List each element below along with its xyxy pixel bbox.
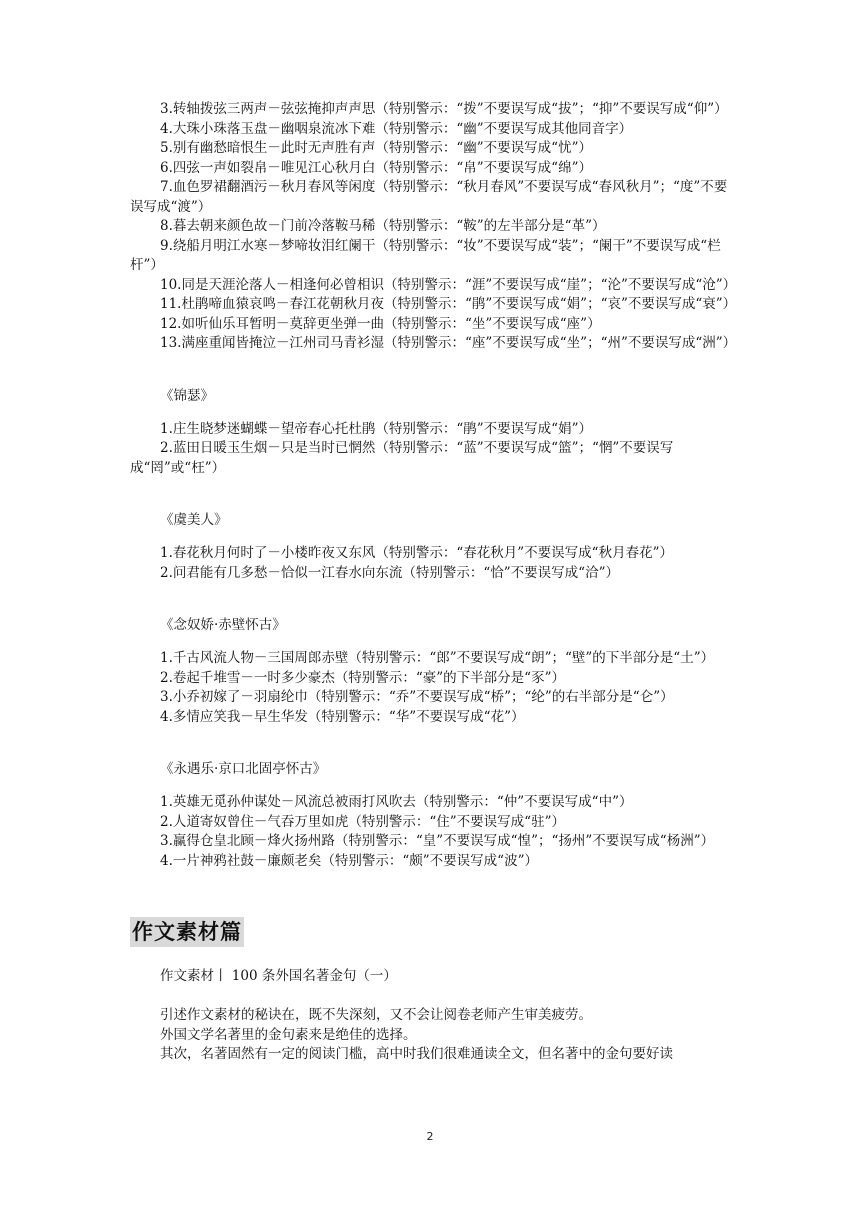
verse-line: 9.绕船月明江水寒－梦啼妆泪红阑干（特别警示：“妆”不要误写成“装”；“阑干”不要误写成“栏杆”）: [130, 237, 721, 273]
verse-line: 4.多情应笑我－早生华发（特别警示：“华”不要误写成“花”）: [160, 708, 525, 725]
verse-line: 3.转轴拨弦三两声－弦弦掩抑声声思（特别警示：“拨”不要误写成“拔”；“抑”不要误写成“仰”）: [160, 101, 728, 117]
pipa-xing-lines: [130, 100, 737, 354]
poem-yumeiren: [130, 511, 730, 583]
poem-title: 《永遇乐·京口北固亭怀古》: [160, 761, 327, 777]
verse-line: 2.人道寄奴曾住－气吞万里如虎（特别警示：“住”不要误写成“驻”）: [160, 813, 565, 830]
page-number: 2: [426, 1130, 434, 1143]
verse-line: 5.别有幽愁暗恨生－此时无声胜有声（特别警示：“幽”不要误写成“忧”）: [160, 140, 592, 156]
paragraph: 其次，名著固然有一定的阅读门槛，高中时我们很难通读全文，但名著中的金句要好读: [160, 1046, 673, 1062]
poem-title: 《虞美人》: [160, 512, 228, 528]
verse-line: 11.杜鹃啼血猿哀鸣－春江花朝秋月夜（特别警示：“鹃”不要误写成“娟”；“哀”不要误写成“衰”）: [160, 296, 737, 312]
poem-yongyule: [130, 760, 730, 871]
verse-line: 6.四弦一声如裂帛－唯见江心秋月白（特别警示：“帛”不要误写成“绵”）: [160, 159, 592, 176]
poem-jinse: [130, 387, 730, 479]
verse-line: 10.同是天涯沦落人－相逢何必曾相识（特别警示：“涯”不要误写成“崖”；“沦”不要误写成“沧”）: [160, 276, 737, 293]
verse-line: 1.庄生晓梦迷蝴蝶－望帝春心托杜鹃（特别警示：“鹃”不要误写成“娟”）: [160, 420, 592, 437]
verse-line: 1.春花秋月何时了－小楼昨夜又东风（特别警示：“春花秋月”不要误写成“秋月春花”）: [160, 545, 673, 561]
verse-line: 7.血色罗裙翻酒污－秋月春风等闲度（特别警示：“秋月春风”不要误写成“春风秋月”；“度”不要误写成“渡”）: [130, 179, 728, 215]
poem-title: 《念奴娇·赤壁怀古》: [160, 617, 286, 633]
verse-line: 4.一片神鸦社鼓－廉颇老矣（特别警示：“颇”不要误写成“波”）: [160, 852, 538, 869]
verse-line: 13.满座重闻皆掩泣－江州司马青衫湿（特别警示：“座”不要误写成“坐”；“州”不要误写成“洲”）: [160, 335, 737, 351]
verse-line: 1.千古风流人物－三国周郎赤壁（特别警示：“郎”不要误写成“朗”；“壁”的下半部分是“土”）: [160, 650, 715, 666]
poem-niannujiao: [130, 616, 730, 727]
verse-line: 3.小乔初嫁了－羽扇纶巾（特别警示：“乔”不要误写成“桥”；“纶”的右半部分是“仑”）: [160, 689, 674, 705]
verse-line: 2.蓝田日暖玉生烟－只是当时已惘然（特别警示：“蓝”不要误写成“篮”；“惘”不要误写成“罔”或“枉”）: [130, 440, 674, 476]
verse-line: 4.大珠小珠落玉盘－幽咽泉流冰下难（特别警示：“幽”不要误写成其他同音字）: [160, 120, 633, 137]
document-body: [130, 100, 737, 1065]
poem-title: 《锦瑟》: [160, 387, 214, 404]
section-heading: 作文素材篇: [130, 917, 244, 947]
verse-line: 8.暮去朝来颜色故－门前冷落鞍马稀（特别警示：“鞍”的左半部分是“革”）: [160, 218, 606, 234]
paragraph: 引述作文素材的秘诀在，既不失深刻，又不会让阅卷老师产生审美疲劳。: [160, 1007, 592, 1023]
article-subtitle: 作文素材丨 100 条外国名著金句（一）: [160, 968, 397, 984]
verse-line: 2.问君能有几多愁－恰似一江春水向东流（特别警示：“恰”不要误写成“洽”）: [160, 564, 619, 581]
verse-line: 2.卷起千堆雪－一时多少豪杰（特别警示：“豪”的下半部分是“豕”）: [160, 669, 565, 686]
paragraph: 外国文学名著里的金句素来是绝佳的选择。: [160, 1026, 417, 1043]
verse-line: 1.英雄无觅孙仲谋处－风流总被雨打风吹去（特别警示：“仲”不要误写成“中”）: [160, 794, 633, 810]
verse-line: 3.赢得仓皇北顾－烽火扬州路（特别警示：“皇”不要误写成“惶”；“扬州”不要误写成“杨洲”）: [160, 833, 715, 849]
verse-line: 12.如听仙乐耳暂明－莫辞更坐弹一曲（特别警示：“坐”不要误写成“座”）: [160, 315, 601, 332]
